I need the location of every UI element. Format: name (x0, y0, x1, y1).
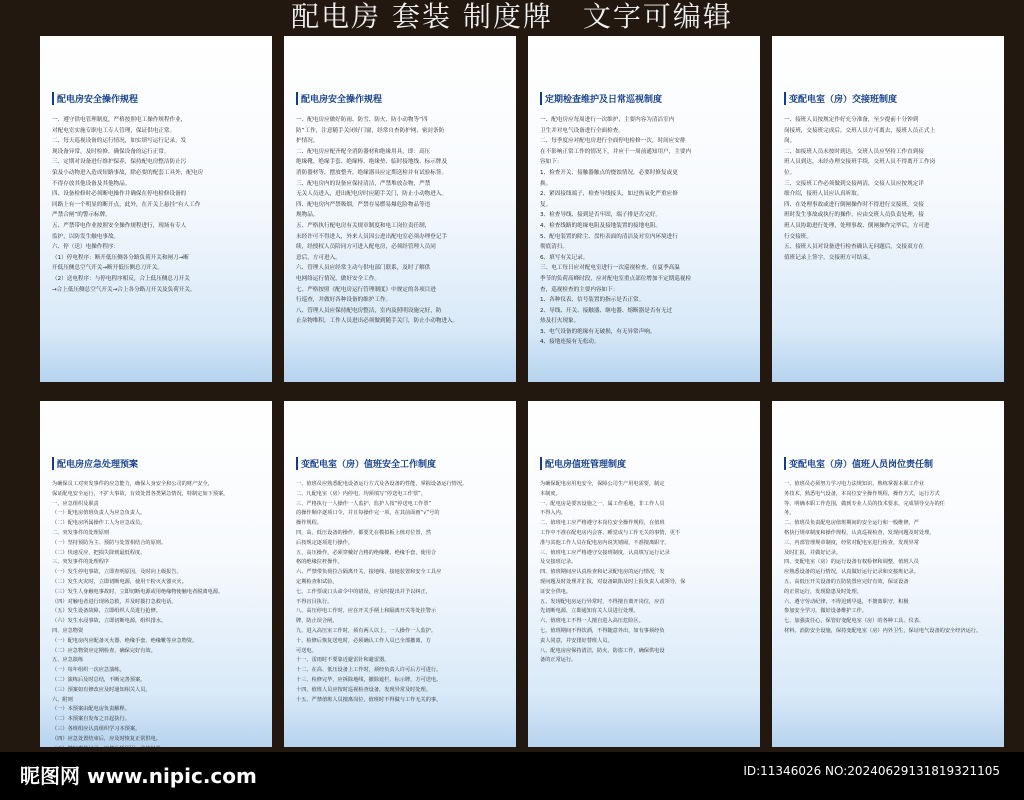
board-text-line: 五、发现配电房运行异常时，不得擅自离开岗位，应首 (540, 598, 665, 605)
board-text-line: 二、配电房应配齐配全消防器材和绝缘用具，即：高压 (296, 148, 431, 155)
board-text-line: 防”工作，注意随手关闭好门窗，经常自查防护网、密封条防 (296, 127, 445, 134)
board-text-line: 工作中不准在配电房内会客、睡觉或与工作无关的事情，更不 (540, 529, 681, 536)
board-text-line: 四、变配电室（房）的运行设备有权检修和调整，值班人员 (784, 559, 919, 566)
board-text-line: 6、填写有关记录。 (540, 254, 589, 261)
board-text-line: 一、配电房应每周进行一次维护，主要内容为清洁室内 (540, 117, 675, 123)
board-text-line: 三、突发事件的处理程序 (52, 559, 110, 566)
board-text-line: 三、值班电工应严格遵守交接班制度，认真填写运行记录 (540, 549, 670, 556)
board-text-line: 牌，防止误合闸。 (296, 618, 338, 625)
board-text-line: 1、各种仪表、信号装置的指示是否正常。 (540, 297, 645, 304)
board-text-line: 位。 (784, 169, 796, 176)
board-text-line: 无关人员进入，进出配电房时应随手关门，防止小动物进入。 (296, 191, 448, 198)
board-text-line: 染及小动物进入造成短路事故，除必要的配套工具外，配电房 (52, 169, 204, 176)
board-text-line: （一）坚持预防为主、预防与处置相结合的原则。 (52, 539, 167, 546)
board-text-line: 三、定期对设备进行维护保养，保持配电房整洁防止污 (52, 159, 187, 166)
board-text-line: 格执行规章制度和操作规程，认真巡视检查，发现问题及时处理。 (784, 529, 935, 536)
board-text-line: 证安全供电。 (540, 588, 572, 595)
board-text-line: 四、应急物资 (52, 627, 84, 634)
board-text-line: （一）配电房值班负责人为应急负责人。 (52, 510, 146, 517)
board-text-line: 不得存放其他设备及其他物品。 (52, 180, 131, 187)
board-text-line: 责人同意，并安排好替班人员。 (540, 637, 613, 644)
board-text-line: 开低压侧总空气开关→断开低压侧总刀开关。 (52, 265, 163, 272)
board-text-line: 意后，方可进入。 (296, 254, 341, 261)
board-text-line: 四、在处理事故或进行倒闸操作时不得进行交接班，交接 (784, 201, 924, 208)
board-text-line: 4、检查线路的绝缘电阻及接地装置的接地电阻。 (540, 222, 662, 229)
board-text-line: 定期检查和试验。 (296, 578, 338, 585)
board-text-line: 应熟悉设备的运行情况，认真做好运行记录和交接班记录。 (784, 569, 919, 576)
board-text-line: 四、设备检修时必须断电操作并确保在停电检修设备的 (52, 191, 187, 198)
board-title: 配电房安全操作规程 (52, 92, 260, 105)
board-text-line: 2、紧固接线端子，检查导线接头，如过热氧化严重应修 (540, 191, 678, 198)
board-text-line: （二）本预案自发布之日起执行。 (52, 716, 130, 723)
site-logo[interactable]: 昵图网 www.nipic.com (20, 764, 257, 788)
board-text-line: 回路上有一个明显的断开点，此外，在开关上悬挂“有人工作 (52, 201, 201, 208)
board-text-line: 六、严禁带负荷拉合隔离开关，接地线、接地装置和安全工具应 (296, 569, 442, 576)
board-text-line: 七、值班期间不得饮酒，不得随意外出，如有事须经负 (540, 627, 665, 634)
board-text-line: 三、电工每日应对配电室进行一次巡视检查，在夏季高温 (540, 265, 680, 272)
board-text-line: →合上低压侧总空气开关→合上各分路刀开关及负荷开关。 (52, 286, 196, 293)
board-text-line: 七、工作票或口头命令中的错误，应及时提出并予以纠正， (296, 588, 431, 595)
board-text-line: （二）配电房所属操作工人为应急成员。 (52, 520, 146, 527)
board-text-line: 热及打火现象。 (540, 318, 580, 325)
board-text-line: 换。 (540, 180, 552, 187)
board-text-line: 绝缘靴、绝缘手套、绝缘棒、绝缘垫、临时接地线、标示牌及 (296, 159, 448, 166)
board-text-line: 四、配电房内严禁吸烟，严禁存易燃易爆危险物品等违 (296, 201, 431, 208)
board-title: 变配电室（房）交接班制度 (784, 92, 992, 105)
board-text-line: 班时发生事故或执行的操作，应由交班人员负责处理，接 (784, 212, 924, 219)
board-text-line: （五）做好事故记录，以便分析原因，总结经验。 (52, 745, 167, 752)
notice-board (528, 36, 760, 382)
board-text-line: 容如下： (540, 159, 563, 166)
board-text-line: 三、交接班工作必须做到交接两清，交接人员应按规定详 (784, 180, 924, 187)
board-text-line: 三、严格执行一人操作一人监护，监护人按“停送电工作票” (296, 500, 432, 507)
board-text-line: （一）本预案由配电房负责解释。 (52, 706, 130, 713)
board-text-line: 务。 (784, 510, 795, 517)
board-text-line: 十五、严禁值班人员擅离岗位，值班时不得做与工作无关的事。 (296, 696, 442, 703)
board-text-line: 现问题及时处理并汇报，对设备缺陷及时上报负责人或领导，保 (540, 578, 686, 585)
board-text-line: 六、管理人员应经常主动与供电部门联系，及时了解供 (296, 265, 431, 272)
board-text-line: （五）发生设备故障，立即组织人员进行抢修。 (52, 608, 161, 615)
board-text-line: 一、遵守供电管理制度，严格按照电工操作规程作业， (52, 117, 187, 123)
board-text-line: （二）发生火灾时，立即切断电源，使用干粉灭火器灭火。 (52, 578, 187, 585)
board-text-line: 可送电。 (296, 647, 317, 654)
board-text-line: 十一、雷雨时不要靠近避雷针和避雷器。 (296, 657, 390, 664)
board-text-line: （四）应急处置结束后，应及时恢复正常供电。 (52, 735, 161, 742)
board-text-line: 卫生并对电气设备进行全面检查。 (540, 127, 624, 134)
board-text-line: （二）应急物资应定期检查，确保完好有效。 (52, 647, 156, 654)
board-text-line: 二、每天巡视设备的运行情况，如实填写运行记录，发 (52, 138, 187, 145)
board-text-line: （2）送电程序：与停电程序相反，合上低压侧总刀开关 (52, 275, 190, 282)
board-text-line: 及交接班记录。 (540, 559, 577, 566)
board-text-line: 规物品。 (296, 212, 319, 219)
board-text-line: 对配电室实施专职电工专人管理，保证供电正常。 (52, 127, 176, 134)
board-text-line: 行交接班。 (784, 233, 812, 240)
board-text-line: 3、电气设备的绝缘有无破损，有无异常声响。 (540, 328, 656, 335)
notice-board (284, 401, 516, 747)
board-text-line: 一、应急组织及职责 (52, 500, 99, 507)
board-text-line: 护情况。 (296, 138, 319, 145)
board-text-line: 务技术，熟悉电气设备，本岗位安全操作规程，操作方式，运行方式 (784, 490, 940, 497)
board-text-line: （一）发生停电事故，立即查明原因，及时向上级报告。 (52, 569, 182, 576)
board-text-line: 未经许可不得进入，外来人员因公进出配电室必须办理登记手 (296, 233, 448, 240)
notice-board (284, 36, 516, 382)
board-text-line: 后按规定逐项进行操作。 (296, 539, 354, 546)
board-text-line: 的操作顺序逐项口令，并且每操作完一项，在其前面画“√”号的 (296, 510, 440, 517)
board-text-line: 电网络运行情况，做好安全工作。 (296, 275, 380, 282)
board-text-line: 十、检修后恢复送电时，必须确认工作人员已全部撤离，方 (296, 637, 431, 644)
board-text-line: 参加安全学习，做好设备维护工作。 (784, 608, 868, 615)
board-text-line: 五、高压操作，必须穿戴好合格的绝缘靴、绝缘手套，使用合 (296, 549, 437, 556)
board-text-line: 消防器材等，摆放整齐，绝缘器具应定期送检并有试验标签。 (296, 169, 448, 176)
board-text-line: 五、严禁带电作业按照安全操作规程进行，现场有专人 (52, 222, 187, 229)
board-text-line: 一、接班人员按规定作好充分准备，至少提前十分钟到 (784, 117, 919, 123)
board-text-line: 止杂物堆积，工作人员进出必须做到随手关门，防止小动物进入。 (296, 318, 459, 325)
board-text-line: 行巡查，并做好各种设备的维护工作。 (296, 297, 392, 304)
board-text-line: 岗接班，交接班完成后，交班人员方可离去，接班人员正式上 (784, 127, 936, 134)
board-text-line: 六、停（送）电操作程序： (52, 244, 120, 251)
board-text-line: 2、导线、开关、接触器、继电器、熔断器是否有无过 (540, 307, 673, 314)
board-text-line: 准与其他工作人员在配电房内说笑嬉闹，不准擅离职守。 (540, 539, 670, 546)
board-title: 变配电室（房）值班人员岗位责任制 (784, 457, 992, 470)
board-text-line: 六、附则 (52, 696, 73, 703)
board-text-line: （二）快速反应，把损失降到最低程度。 (52, 549, 146, 556)
board-text-line: 及时汇报，并做好记录。 (784, 549, 842, 556)
board-text-line: 班人员到达，未经办理交接班手续，交班人员不得离开工作岗 (784, 159, 936, 166)
board-text-line: 严禁合闸”的警示标牌。 (52, 212, 111, 219)
board-text-line: 五、高低压开关设备的五防装置应完好有效，保证设备 (784, 578, 909, 585)
board-text-line: （六）发生水浸事故，立即切断电源，组织排水。 (52, 618, 167, 625)
board-text-line: 复。 (540, 201, 552, 208)
board-text-line: 岗。 (784, 138, 796, 145)
board-text-line: 3、检查导线、接到是否牢固，端子排是否完好。 (540, 212, 662, 219)
board-text-line: 五、严格执行配电房有关规章制度和电工岗位责任制， (296, 222, 431, 229)
board-text-line: 二、如接班人员未按时到达，交班人员应坚持工作直到接 (784, 148, 924, 155)
board-text-line: 监护，以防发生触电事故。 (52, 233, 120, 240)
board-text-line: 十二、在高、低压设备上工作时，须经负责人许可后方可进行。 (296, 667, 442, 674)
board-text-line: （三）发生人身触电事故时，立即切断电源或用绝缘物使触电者脱离电源。 (52, 588, 224, 595)
board-text-line: 一、值班员必须努力学习电力法规知识，熟练掌握本职工作业 (784, 481, 925, 487)
board-text-line: 五、接班人员对设备进行检查确认无问题后，交接双方在 (784, 244, 924, 251)
board-text-line: 为确保配电房用电安全，保障公司生产用电需要，制定 (540, 481, 665, 487)
board-text-line: 一、配电房应做好防雨、防雪、防火、防小动物等“四 (296, 117, 428, 123)
board-text-line: 一、值班员应熟悉配电设备运行方式及各设备的性能，掌握设备运行情况。 (296, 481, 468, 487)
board-text-line: 九、进入高压室工作时，须有两人以上，一人操作一人监护。 (296, 627, 437, 634)
board-text-line: （一）配电房内应配备灭火器、绝缘手套、绝缘靴等应急物资。 (52, 637, 198, 644)
board-text-line: 六、值班电工不得一人擅自进入高压危险区。 (540, 618, 644, 625)
board-text-line: 彻底清扫。 (540, 244, 568, 251)
board-title: 配电房值班管理制度 (540, 457, 748, 470)
board-text-line: 季节的负荷高峰时段，应对配电室重点部位增加不定期巡视检 (540, 275, 692, 282)
board-text-line: （1）停电程序：断开低压侧各分路负荷开关和闸刀→断 (52, 254, 189, 261)
board-text-line: 5、配电装置的除尘、盘柜表面的清洁及对室内环境进行 (540, 233, 678, 240)
board-text-line: 保证配电安全运行，不扩大事故，有效处置各类紧急情况，特制定如下预案。 (52, 490, 229, 497)
board-text-line: 续，经授权人员陪同方可进入配电房，必须经管理人员同 (296, 244, 436, 251)
board-text-line: 七、加强责任心，保管好变配电室（房）的各种工具、仪表、 (784, 618, 925, 625)
board-text-line: 十三、检修完毕，应拆除地线，撤除遮栏、标示牌，方可送电。 (296, 676, 442, 683)
board-text-line: 现设备异常，及时检修，确保设备的运行正常。 (52, 148, 170, 155)
board-text-line: （二）演练后及时总结，不断完善预案。 (52, 676, 146, 683)
board-text-line: 先切断电源，立即通知有关人员进行处理。 (540, 608, 639, 615)
board-text-line: （一）每年组织一次应急演练。 (52, 667, 125, 674)
board-text-line: 本制度。 (540, 490, 561, 497)
board-text-line: 格的绝缘拉杆操作。 (296, 559, 343, 566)
board-text-line: 班人员协助进行处理，处理事故、倒闸操作完毕后，方可进 (784, 222, 930, 229)
board-text-line: 二、突发事件的处理原则 (52, 529, 110, 536)
board-text-line: 二、凡配电室（房）内停电、均须填写“停送电工作票”。 (296, 490, 426, 497)
notice-board (40, 36, 272, 382)
board-title: 变配电室（房）值班安全工作制度 (296, 457, 504, 470)
board-text-line: （三）预案如有修改应及时通知相关人员。 (52, 686, 151, 693)
board-text-line: 不得盲目执行。 (296, 598, 333, 605)
board-text-line: 操作规程。 (296, 520, 322, 527)
board-text-line: （四）对触电者进行现场急救，并及时拨打急救电话。 (52, 598, 177, 605)
board-text-line: 材料、消防安全设施，保持变配电室（房）内外卫生，保证电气设备的安全经济运行。 (784, 627, 982, 634)
board-text-line: 不得入内。 (540, 510, 566, 517)
board-text-line: 4、接地连接有无松动。 (540, 339, 600, 346)
board-text-line: 查，巡视检查的主要内容如下： (540, 286, 619, 293)
board-text-line: 三、配电房内的设备应保持清洁，严禁堆放杂物，严禁 (296, 180, 431, 187)
banner-title: 配电房 套装 制度牌 文字可编辑 (291, 0, 733, 33)
board-text-line: 八、管理人员应保持配电房整洁，室内及照明设施完好，防 (296, 307, 442, 314)
board-text-line: 在不影响正常工作的情况下，并应于一周前通知用户，主要内 (540, 148, 692, 155)
board-text-line: 二、每季度应对配电房进行全面停电检修一次，时间应安排 (540, 138, 686, 145)
board-title: 配电房应急处理预案 (52, 457, 260, 470)
notice-board (772, 36, 1004, 382)
board-text-line: 八、高压停电工作时，应在开关手柄上和隔离开关等处挂警示 (296, 608, 437, 615)
board-title: 配电房安全操作规程 (296, 92, 504, 105)
board-title: 定期检查维护及日常巡视制度 (540, 92, 748, 105)
notice-board (528, 401, 760, 747)
board-text-line: 细介绍，接班人员应认真听取。 (784, 191, 863, 198)
image-id-text: ID:11346026 NO:20240629131819321105 (743, 764, 1000, 778)
board-text-line: 二、值班员负责配电房值班期间的安全运行和一般维修，严 (784, 520, 919, 527)
board-text-line: （三）各班组应认真组织学习本预案。 (52, 725, 141, 732)
notice-board (772, 401, 1004, 747)
board-text-line: 1、检查开关、接触器触点的烧蚀情况，必要时修复或更 (540, 169, 678, 176)
board-text-line: 八、配电房应保持清洁，防火、防盗工作，确保供电设 (540, 647, 665, 654)
board-text-line: 二、值班电工应严格遵守本岗位安全操作规程，在值班 (540, 520, 665, 527)
notice-board (40, 401, 272, 752)
board-text-line: 为确保员工对突发事件的应急能力，确保人身安全和公司的财产安全， (52, 481, 213, 487)
board-text-line: 四、高、低压设备的操作，都要先在模拟板上核对位置，然 (296, 529, 431, 536)
board-text-line: 四、值班期间应认真检查和记录配电房的运行情况，发 (540, 569, 665, 576)
board-text-line: 等，明确本职工作范围，做到专业人员的技术要求，完成领导交办的任 (784, 500, 945, 507)
board-text-line: 七、严格按照《配电房运行管理制度》中规定的各项目进 (296, 286, 436, 293)
board-text-line: 五、应急演练 (52, 657, 84, 664)
board-text-line: 三、内部管理规章制度，经常对配电室进行检查，发现异常 (784, 539, 919, 546)
board-text-line: 六、遵守劳动纪律，不得迟到早退，不擅离职守，积极 (784, 598, 909, 605)
board-text-line: 的正常运行，发现隐患及时处理。 (784, 588, 862, 595)
board-text-line: 一、配电房是要害设施之一，属工作重地，非工作人员 (540, 500, 665, 507)
board-text-line: 十四、值班人员应按时巡视检查设备，发现异常及时处理。 (296, 686, 431, 693)
board-text-line: 值班记录上签字，交接班方可结束。 (784, 254, 874, 261)
board-text-line: 备的正常运行。 (540, 657, 577, 664)
